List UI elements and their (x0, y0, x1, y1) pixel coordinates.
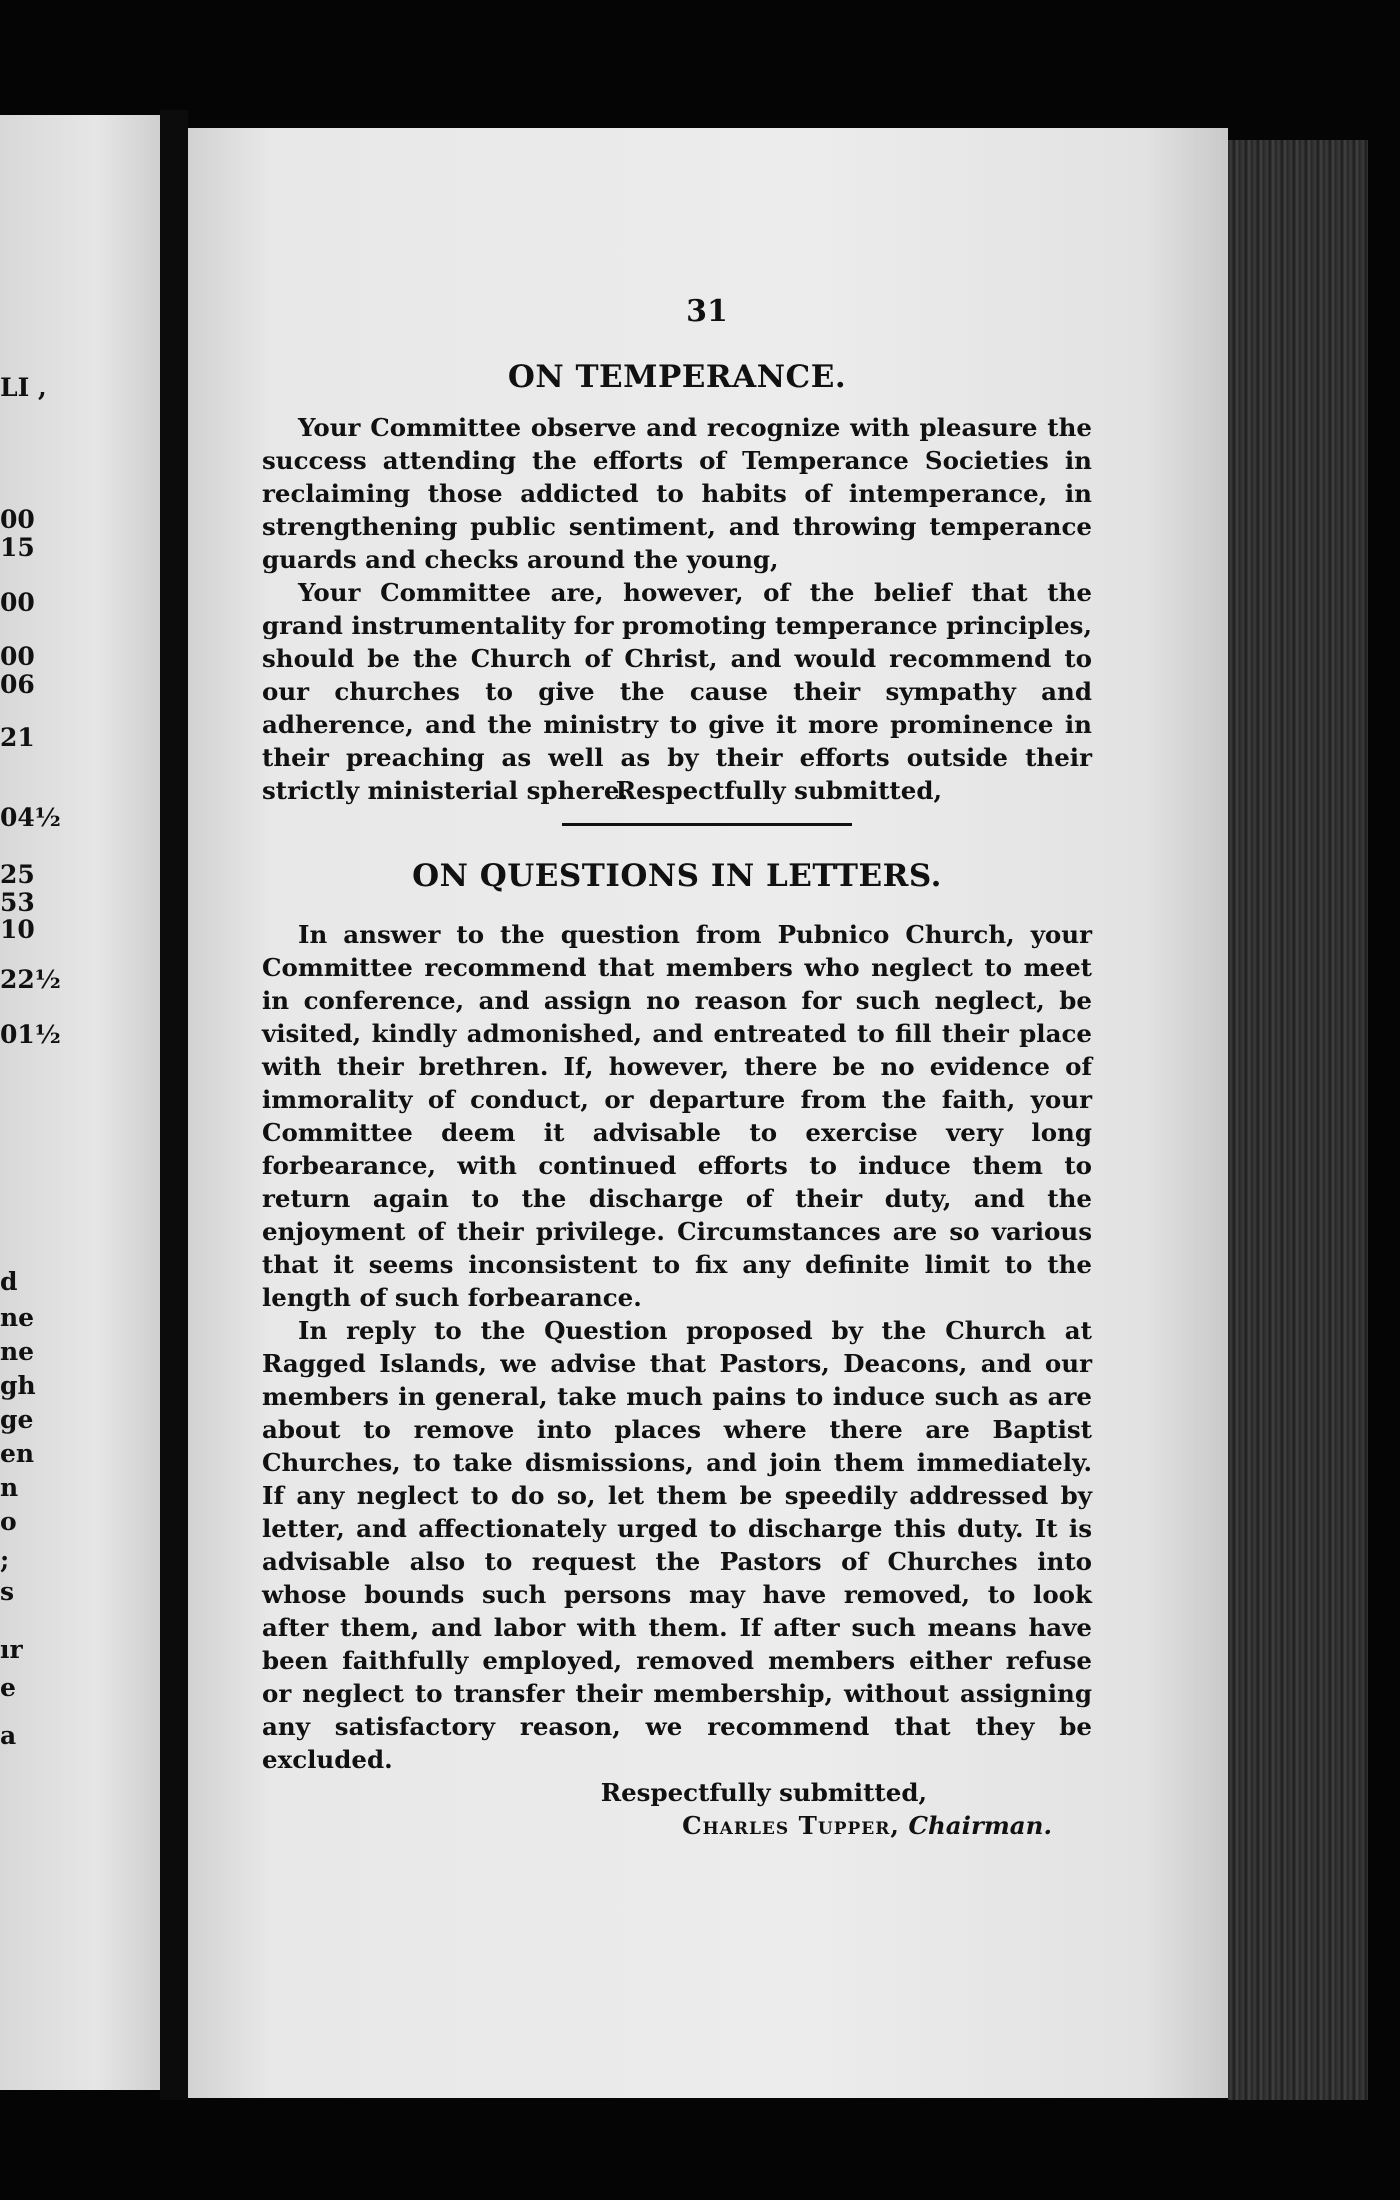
fragment-text: 00 (0, 588, 35, 617)
fragment-text: 21 (0, 723, 35, 752)
fragment-text: a (0, 1721, 17, 1750)
fragment-text: 15 (0, 533, 35, 562)
signoff: Respectfully submitted, (600, 1778, 927, 1807)
fragment-text: 06 (0, 670, 35, 699)
fragment-text: ne (0, 1303, 35, 1332)
fragment-text: 10 (0, 915, 35, 944)
paragraph: In reply to the Question proposed by the Church at Ragged Islands, we advise that Pastors, Deacons, and our members in general, take much pains to induce such as are about to remove into places where there are Baptist Churches, to take dismissions, and join them immediately. If any neglect to do so, let them be speedily addressed by letter, and affectionately urged to discharge this duty. It is advisable also to request the Pastors of Churches into whose bounds such persons may have removed, to look after them, and labor with them. If after such means have been faithfully employed, removed members either refuse or neglect to transfer their membership, without assigning any satisfactory reason, we recommend that they be excluded. (262, 1316, 1092, 1774)
signature-line (262, 1809, 1092, 1842)
paragraph: Your Committee observe and recognize with pleasure the success attending the efforts of Temperance Societies in reclaiming those addicted to habits of intemperance, in strengthening public sentiment, and throwing temperance guards and checks around the young, (262, 413, 1092, 574)
fragment-text: d (0, 1267, 18, 1296)
fragment-text: ; (0, 1545, 10, 1574)
fragment-text: 00 (0, 505, 35, 534)
fragment-text: LI , (0, 373, 47, 402)
signer-name: Charles Tupper, (682, 1811, 900, 1840)
section-divider (562, 823, 852, 826)
fragment-text: s (0, 1577, 15, 1606)
paragraph: Your Committee are, however, of the belief that the grand instrumentality for promoting temperance principles, should be the Church of Christ, and would recommend to our churches to give the cause their sympathy and adherence, and the ministry to give it more prominence in their preaching as well as by their efforts outside their strictly ministerial sphere. (262, 578, 1092, 805)
fragment-text: ge (0, 1405, 34, 1434)
fragment-text: ne (0, 1337, 35, 1366)
fragment-text: 00 (0, 642, 35, 671)
fragment-text: en (0, 1439, 35, 1468)
fragment-text: n (0, 1473, 19, 1502)
page-number: 31 (686, 294, 728, 329)
fragment-text: 53 (0, 888, 35, 917)
fragment-text: ır (0, 1635, 23, 1664)
signoff: Respectfully submitted, (615, 776, 942, 805)
fragment-text: 25 (0, 860, 35, 889)
fragment-text: e (0, 1673, 16, 1702)
fragment-text: o (0, 1507, 17, 1536)
fragment-text: 22½ (0, 965, 61, 994)
paragraph: In answer to the question from Pubnico Church, your Committee recommend that members who neglect to meet in conference, and assign no reason for such neglect, be visited, kindly admonished, and entreated to fill their place with their brethren. If, however, there be no evidence of immorality of conduct, or departure from the faith, your Committee deem it advisable to exercise very long forbearance, with continued efforts to induce them to return again to the discharge of their duty, and the enjoyment of their privilege. Circumstances are so various that it seems inconsistent to fix any definite limit to the length of such forbearance. (262, 920, 1092, 1312)
page-text (262, 295, 1092, 1842)
section-heading: ON TEMPERANCE. (507, 359, 847, 395)
fragment-text: 04½ (0, 803, 61, 832)
book-gutter (160, 110, 188, 2100)
signer-title: Chairman. (908, 1811, 1052, 1840)
page-edges (1228, 140, 1368, 2100)
previous-page-fragment (0, 115, 160, 2090)
section-heading: ON QUESTIONS IN LETTERS. (412, 858, 942, 894)
previous-page-text-fragments (0, 115, 160, 2090)
fragment-text: 01½ (0, 1020, 61, 1049)
section-questions-in-letters (262, 856, 1092, 1842)
section-temperance (262, 357, 1092, 807)
fragment-text: gh (0, 1371, 36, 1400)
